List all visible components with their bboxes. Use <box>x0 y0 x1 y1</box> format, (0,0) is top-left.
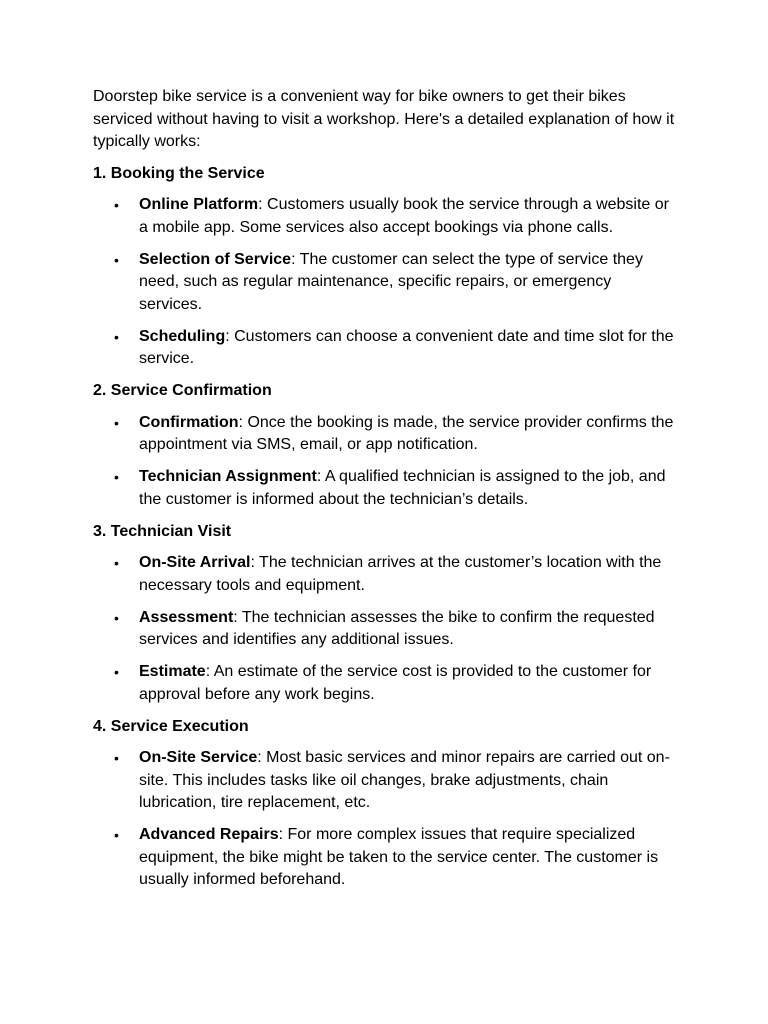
item-term: Online Platform <box>139 196 259 213</box>
bullet-list <box>93 412 678 512</box>
item-text: : The technician assesses the bike to confirm the requested services and identifies any additional issues. <box>139 608 655 648</box>
item-text: : Customers can choose a convenient date and time slot for the service. <box>139 327 674 367</box>
item-text: : Most basic services and minor repairs are carried out on-site. This includes tasks like oil changes, brake adjustments, chain lubrication, tire replacement, etc. <box>139 749 670 811</box>
section-technician-visit <box>93 521 678 707</box>
item-term: Technician Assignment <box>139 468 317 485</box>
list-item <box>93 466 678 511</box>
item-term: Estimate <box>139 663 206 680</box>
list-item <box>93 326 678 371</box>
bullet-icon: • <box>114 469 119 485</box>
bullet-icon: • <box>114 827 119 843</box>
item-term: Selection of Service <box>139 250 292 268</box>
list-item <box>93 412 678 457</box>
item-term: On-Site Service <box>139 749 258 766</box>
bullet-icon: • <box>114 197 119 213</box>
bullet-icon: • <box>114 328 119 345</box>
list-item <box>93 661 678 706</box>
document-page <box>93 86 678 901</box>
item-term: Scheduling <box>139 327 226 345</box>
list-item <box>93 194 678 239</box>
item-text: : The customer can select the type of service they need, such as regular maintenance, specific repairs, or emergency services. <box>139 250 643 313</box>
bullet-icon: • <box>114 609 119 626</box>
section-heading: 4. Service Execution <box>93 717 249 735</box>
item-text: : An estimate of the service cost is provided to the customer for approval before any work begins. <box>139 663 652 703</box>
list-item <box>93 747 678 815</box>
bullet-icon: • <box>114 664 119 680</box>
bullet-icon: • <box>114 414 119 431</box>
item-term: On-Site Arrival <box>139 554 251 571</box>
section-service-execution <box>93 716 678 892</box>
list-item <box>93 552 678 597</box>
item-text: : Once the booking is made, the service provider confirms the appointment via SMS, email, or app notification. <box>139 413 674 453</box>
bullet-icon: • <box>114 750 119 766</box>
item-text: : Customers usually book the service through a website or a mobile app. Some services also accept bookings via phone calls. <box>139 196 669 236</box>
item-text: : A qualified technician is assigned to the job, and the customer is informed about the technician’s details. <box>139 468 666 508</box>
item-term: Confirmation <box>139 413 239 431</box>
list-item <box>93 607 678 652</box>
intro-paragraph: Doorstep bike service is a convenient way for bike owners to get their bikes serviced without having to visit a workshop. Here's a detailed explanation of how it typically works: <box>93 88 675 150</box>
bullet-list <box>93 194 678 371</box>
bullet-icon: • <box>114 555 119 571</box>
section-heading: 3. Technician Visit <box>93 522 232 540</box>
item-text: : The technician arrives at the customer’s location with the necessary tools and equipment. <box>139 554 662 594</box>
item-text: : For more complex issues that require specialized equipment, the bike might be taken to the service center. The customer is usually informed beforehand. <box>139 826 659 888</box>
bullet-list <box>93 747 678 892</box>
item-term: Assessment <box>139 608 234 626</box>
section-heading: 1. Booking the Service <box>93 164 265 182</box>
list-item <box>93 824 678 892</box>
list-item <box>93 249 678 317</box>
section-confirmation <box>93 380 678 511</box>
section-booking <box>93 163 678 371</box>
bullet-list <box>93 552 678 706</box>
section-heading: 2. Service Confirmation <box>93 382 272 399</box>
item-term: Advanced Repairs <box>139 826 279 843</box>
bullet-icon: • <box>114 251 119 268</box>
